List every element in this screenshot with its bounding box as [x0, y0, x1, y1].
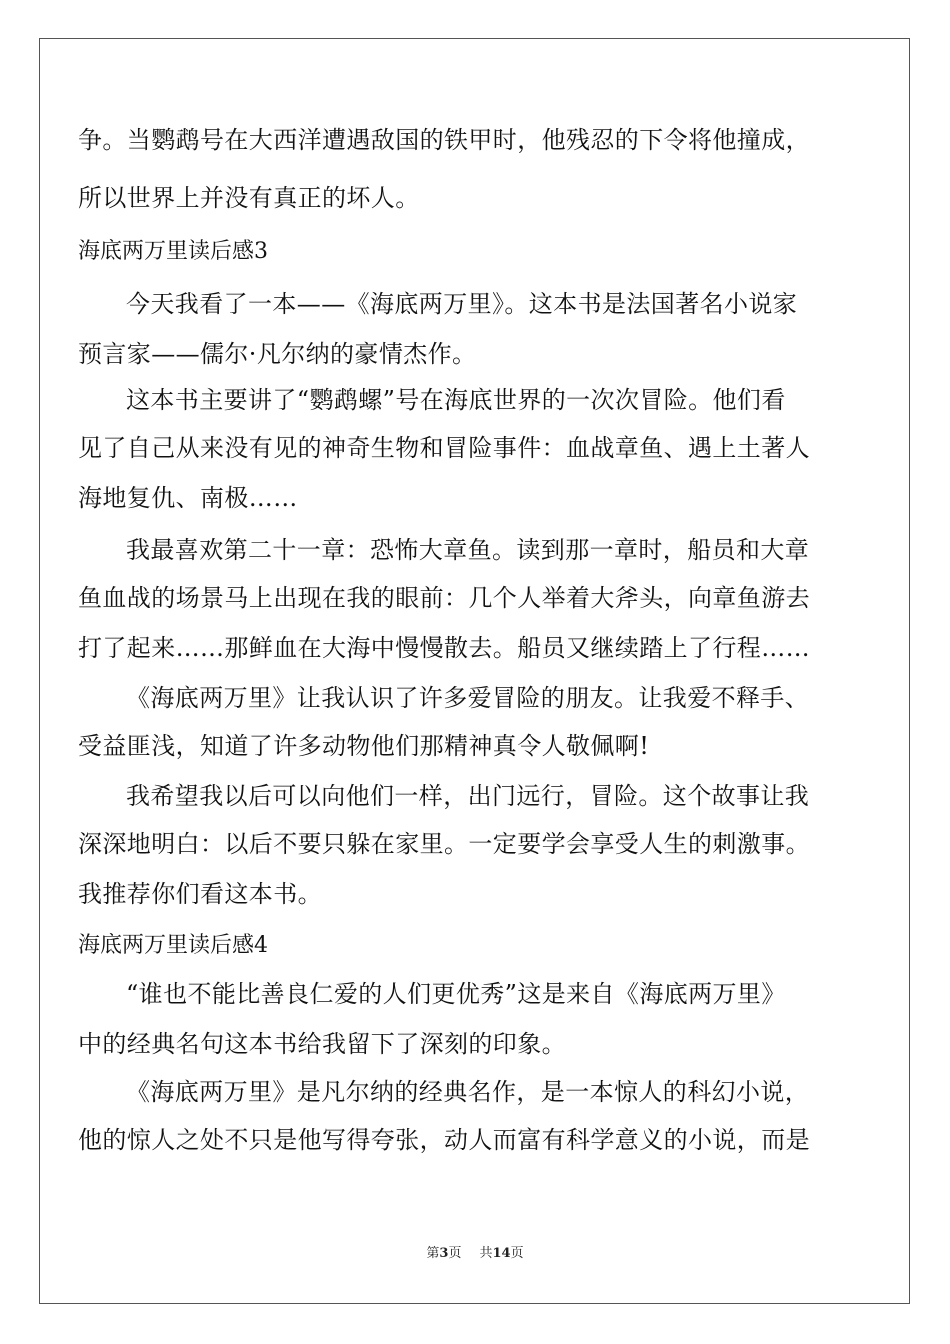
paragraph-line: 我希望我以后可以向他们一样，出门远行，冒险。这个故事让我 — [126, 782, 810, 810]
page-number: 3 — [439, 1246, 449, 1261]
text-line: 所以世界上并没有真正的坏人。 — [78, 184, 420, 212]
total-prefix: 共 — [479, 1246, 493, 1261]
page-frame — [39, 38, 910, 1304]
total-pages: 14 — [492, 1246, 511, 1261]
text-line: 海地复仇、南极…… — [78, 484, 298, 512]
text-line: 中的经典名句这本书给我留下了深刻的印象。 — [78, 1030, 566, 1058]
text-line: 见了自己从来没有见的神奇生物和冒险事件：血战章鱼、遇上土著人 — [78, 434, 810, 462]
text-line: 打了起来……那鲜血在大海中慢慢散去。船员又继续踏上了行程…… — [78, 634, 810, 662]
paragraph-line: 这本书主要讲了“鹦鹉螺”号在海底世界的一次次冒险。他们看 — [126, 386, 786, 414]
text-line: 预言家——儒尔·凡尔纳的豪情杰作。 — [78, 340, 477, 368]
total-suffix: 页 — [510, 1246, 524, 1261]
section-heading: 海底两万里读后感4 — [78, 933, 268, 958]
text-line: 争。当鹦鹉号在大西洋遭遇敌国的铁甲时，他残忍的下令将他撞成， — [78, 126, 810, 154]
paragraph-line: “谁也不能比善良仁爱的人们更优秀”这是来自《海底两万里》 — [126, 980, 786, 1008]
paragraph-line: 今天我看了一本——《海底两万里》。这本书是法国著名小说家 — [126, 290, 798, 318]
text-line: 鱼血战的场景马上出现在我的眼前：几个人举着大斧头，向章鱼游去 — [78, 584, 810, 612]
paragraph-line: 《海底两万里》是凡尔纳的经典名作，是一本惊人的科幻小说， — [126, 1078, 810, 1106]
text-line: 深深地明白：以后不要只躲在家里。一定要学会享受人生的刺激事。 — [78, 830, 810, 858]
text-line: 受益匪浅，知道了许多动物他们那精神真令人敬佩啊! — [78, 732, 650, 760]
page-prefix: 第 — [426, 1246, 440, 1261]
page-suffix: 页 — [448, 1246, 462, 1261]
page-footer — [0, 1244, 950, 1264]
text-line: 他的惊人之处不只是他写得夸张，动人而富有科学意义的小说，而是 — [78, 1126, 810, 1154]
paragraph-line: 《海底两万里》让我认识了许多爱冒险的朋友。让我爱不释手、 — [126, 684, 810, 712]
section-heading: 海底两万里读后感3 — [78, 239, 268, 264]
text-line: 我推荐你们看这本书。 — [78, 880, 322, 908]
paragraph-line: 我最喜欢第二十一章：恐怖大章鱼。读到那一章时，船员和大章 — [126, 536, 810, 564]
